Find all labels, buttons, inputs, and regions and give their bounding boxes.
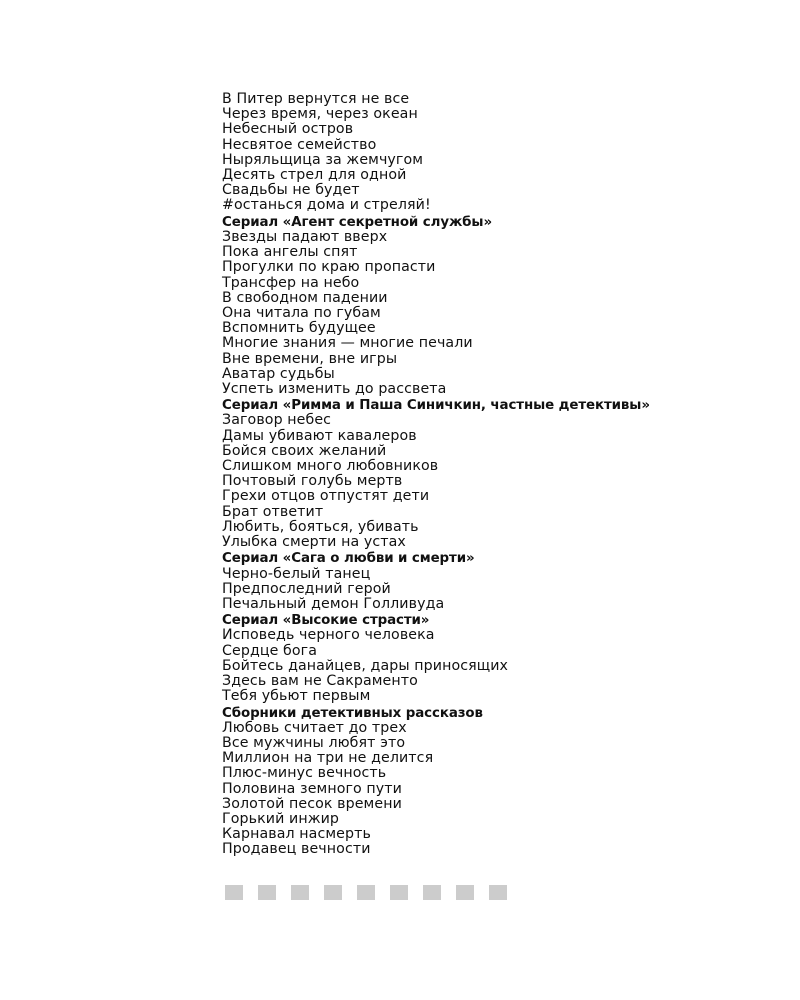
book-title: Многие знания — многие печали [222, 335, 473, 352]
book-title: Половина земного пути [222, 780, 402, 797]
book-title: Небесный остров [222, 121, 354, 138]
book-title: Любить, бояться, убивать [222, 518, 419, 535]
separator-square [225, 885, 243, 900]
book-title: Успеть изменить до рассвета [222, 380, 447, 397]
book-title: Ныряльщица за жемчугом [222, 151, 424, 168]
series-title-list [222, 230, 692, 397]
book-title: Аватар судьбы [222, 365, 335, 382]
book-title: Несвятое семейство [222, 136, 377, 153]
book-title: Миллион на три не делится [222, 750, 434, 767]
book-list-page [222, 92, 692, 858]
book-title: Сердце бога [222, 642, 318, 659]
book-title: Бойтесь данайцев, дары приносящих [222, 657, 509, 674]
book-title: Вспомнить будущее [222, 320, 376, 337]
book-title: Тебя убьют первым [222, 688, 371, 705]
book-title: Печальный демон Голливуда [222, 595, 445, 612]
series-title-list [222, 413, 692, 550]
book-title: #останься дома и стреляй! [222, 197, 431, 214]
book-title: Продавец вечности [222, 841, 371, 858]
section-heading: Сериал «Высокие страсти» [222, 613, 430, 629]
book-title: Свадьбы не будет [222, 182, 360, 199]
book-title: Пока ангелы спят [222, 244, 358, 261]
separator-square [357, 885, 375, 900]
intro-title-list [222, 92, 692, 214]
book-title: Трансфер на небо [222, 274, 360, 291]
book-title: Слишком много любовников [222, 458, 439, 475]
book-title: Здесь вам не Сакраменто [222, 673, 418, 690]
book-title: Вне времени, вне игры [222, 350, 398, 367]
book-title: Заговор небес [222, 412, 332, 429]
separator-square [423, 885, 441, 900]
section-heading: Сборники детективных рассказов [222, 705, 483, 721]
book-title: Все мужчины любят это [222, 735, 406, 751]
book-title: Брат ответит [222, 503, 324, 520]
book-title: В свободном падении [222, 289, 388, 306]
section-heading: Сериал «Римма и Паша Синичкин, частные детективы» [222, 398, 650, 414]
section-heading: Сериал «Агент секретной службы» [222, 214, 492, 230]
book-title: Улыбка смерти на устах [222, 534, 406, 551]
book-title: Грехи отцов отпустят дети [222, 488, 430, 505]
series-title-list [222, 567, 692, 613]
book-title: Плюс-минус вечность [222, 765, 387, 782]
separator-square [291, 885, 309, 900]
collections-section [222, 705, 692, 858]
book-title: Почтовый голубь мертв [222, 473, 403, 490]
book-title: Она читала по губам [222, 304, 381, 321]
separator-square [456, 885, 474, 900]
series-section-agent [222, 214, 692, 398]
decorative-separator [225, 885, 507, 900]
book-title: Бойся своих желаний [222, 442, 387, 459]
separator-square [390, 885, 408, 900]
book-title: Исповедь черного человека [222, 627, 435, 644]
separator-square [489, 885, 507, 900]
book-title: Через время, через океан [222, 106, 418, 123]
separator-square [258, 885, 276, 900]
book-title: Карнавал насмерть [222, 826, 371, 843]
book-title: Любовь считает до трех [222, 719, 407, 736]
book-title: Прогулки по краю пропасти [222, 259, 436, 276]
book-title: Предпоследний герой [222, 580, 391, 597]
book-title: Черно-белый танец [222, 565, 371, 582]
book-title: Дамы убивают кавалеров [222, 427, 417, 444]
book-title: В Питер вернутся не все [222, 91, 410, 107]
series-title-list [222, 628, 692, 704]
series-section-sinichkin [222, 397, 692, 550]
separator-square [324, 885, 342, 900]
series-section-passions [222, 612, 692, 704]
book-title: Десять стрел для одной [222, 167, 407, 184]
section-heading: Сериал «Сага о любви и смерти» [222, 551, 475, 567]
collection-title-list [222, 721, 692, 858]
book-title: Золотой песок времени [222, 795, 402, 812]
book-title: Звезды падают вверх [222, 228, 388, 245]
series-section-saga [222, 550, 692, 612]
book-title: Горький инжир [222, 811, 340, 828]
